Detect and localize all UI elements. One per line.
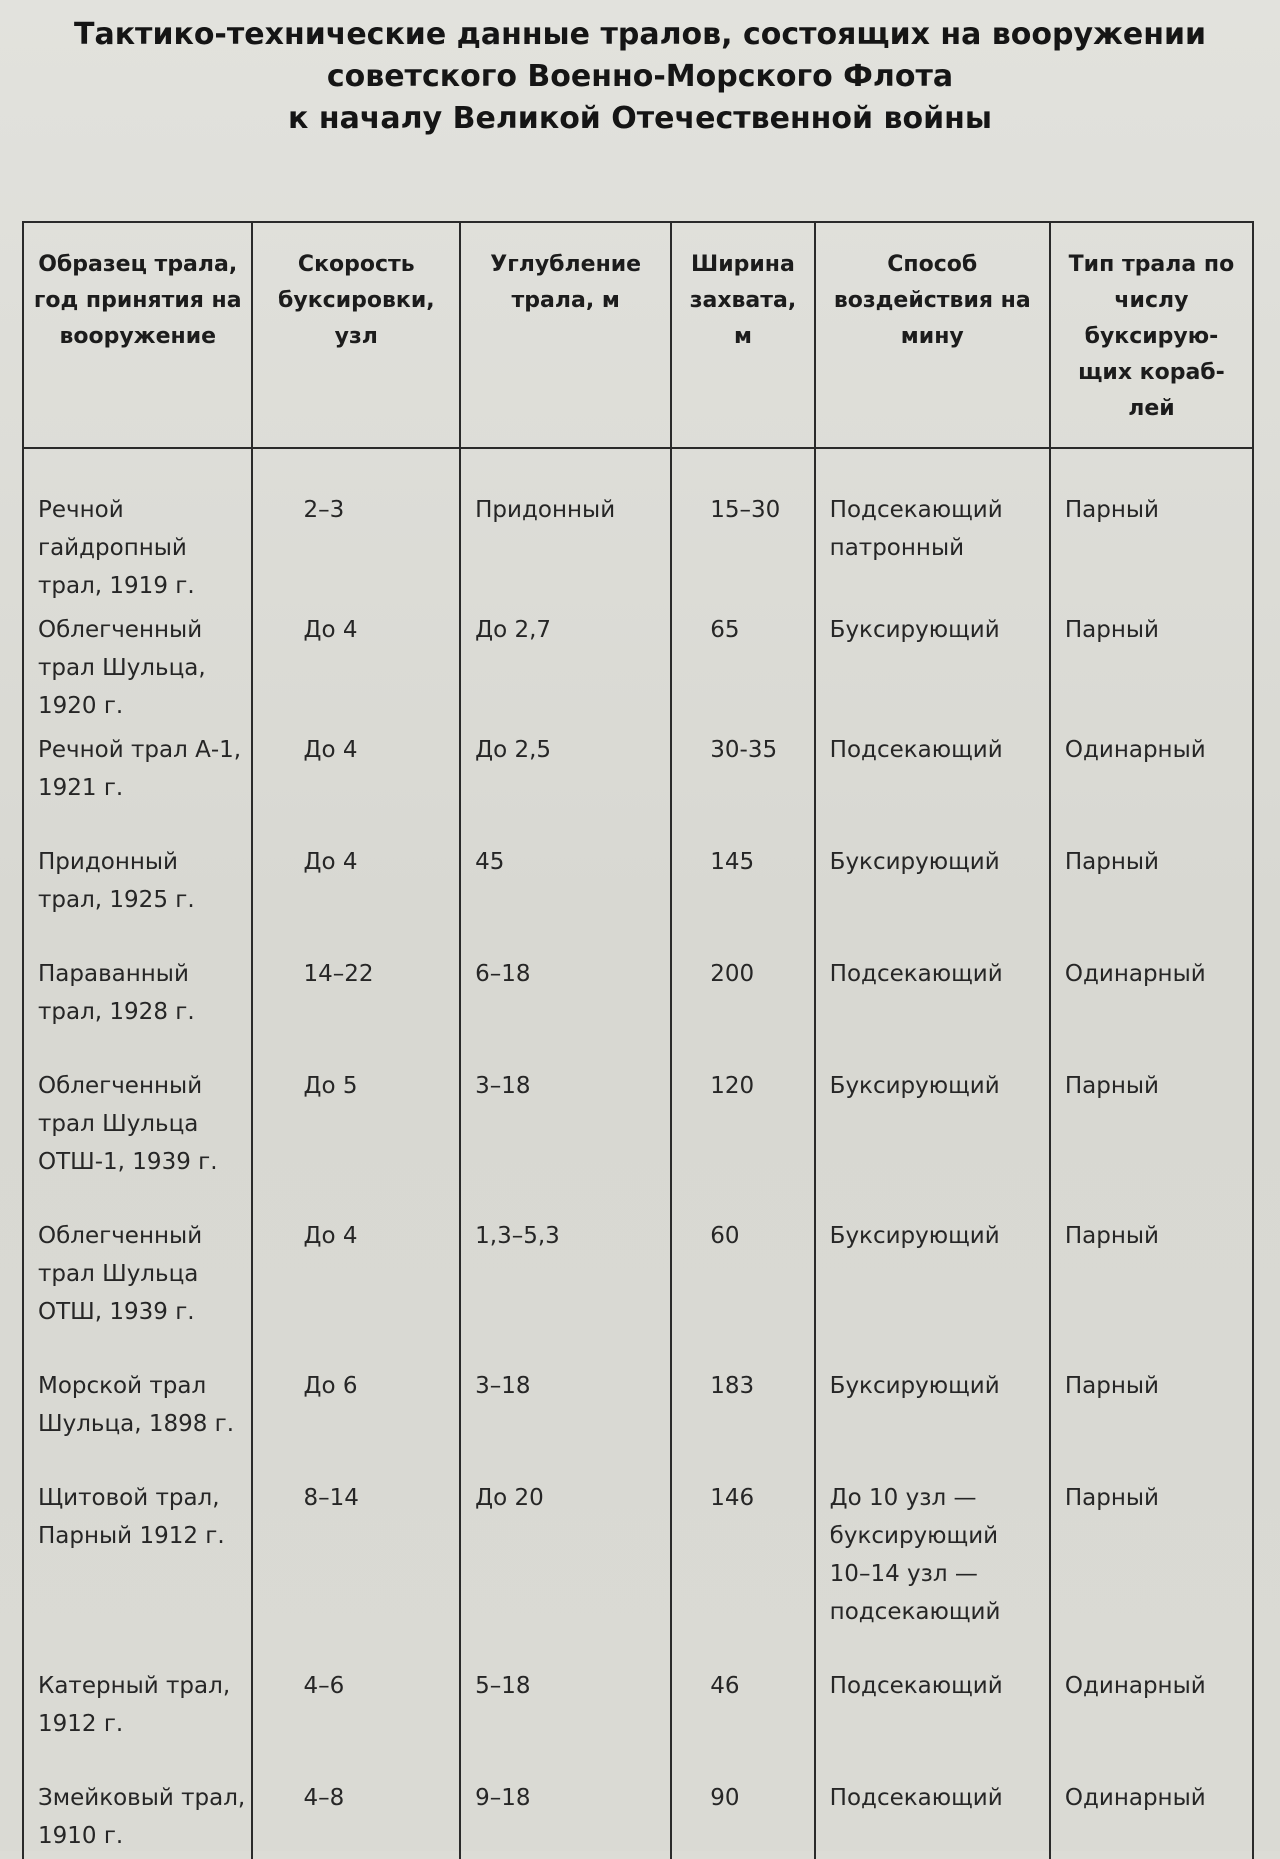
column-header: Ширина захвата, м <box>671 222 814 448</box>
table-cell: До 5 <box>252 1061 460 1211</box>
table-cell: 183 <box>671 1361 814 1473</box>
table-body <box>23 448 1253 1859</box>
table-cell: Буксирующий <box>815 1061 1050 1211</box>
table-row <box>23 1661 1253 1773</box>
column-header: Образец трала, год принятия на вооружение <box>23 222 252 448</box>
table-cell: 120 <box>671 1061 814 1211</box>
table-cell: Парный <box>1050 448 1253 605</box>
table-row <box>23 1473 1253 1661</box>
table-cell: Подсекающий <box>815 1661 1050 1773</box>
table-cell: Парный <box>1050 1061 1253 1211</box>
table-cell: 145 <box>671 837 814 949</box>
table-cell: Морской трал Шульца, 1898 г. <box>23 1361 252 1473</box>
table-cell: 4–8 <box>252 1773 460 1859</box>
table-cell: Парный <box>1050 605 1253 725</box>
table-cell: До 4 <box>252 1211 460 1361</box>
table-cell: 15–30 <box>671 448 814 605</box>
table-cell: 2–3 <box>252 448 460 605</box>
table-cell: До 2,7 <box>460 605 671 725</box>
table-cell: Речной гайдропный трал, 1919 г. <box>23 448 252 605</box>
page-title <box>40 14 1240 140</box>
table-cell: Щитовой трал, Парный 1912 г. <box>23 1473 252 1661</box>
table-cell: До 10 узл — буксирующий 10–14 узл — подсекающий <box>815 1473 1050 1661</box>
table-cell: Одинарный <box>1050 1773 1253 1859</box>
table-cell: 14–22 <box>252 949 460 1061</box>
table-row <box>23 725 1253 837</box>
table-cell: Облегченный трал Шульца ОТШ, 1939 г. <box>23 1211 252 1361</box>
table-cell: До 4 <box>252 837 460 949</box>
table-cell: Парный <box>1050 1361 1253 1473</box>
table-cell: 6–18 <box>460 949 671 1061</box>
table-cell: До 2,5 <box>460 725 671 837</box>
column-header: Способ воздействия на мину <box>815 222 1050 448</box>
table-cell: 30-35 <box>671 725 814 837</box>
table-cell: Параванный трал, 1928 г. <box>23 949 252 1061</box>
table-row <box>23 837 1253 949</box>
table-row <box>23 1211 1253 1361</box>
table-cell: 8–14 <box>252 1473 460 1661</box>
table-cell: 60 <box>671 1211 814 1361</box>
column-header: Тип трала по числу буксирую-щих кораб-лей <box>1050 222 1253 448</box>
table-cell: Подсекающий патронный <box>815 448 1050 605</box>
table-cell: Одинарный <box>1050 949 1253 1061</box>
table-cell: Парный <box>1050 1211 1253 1361</box>
table-cell: Придонный трал, 1925 г. <box>23 837 252 949</box>
table-cell: Облегченный трал Шульца ОТШ-1, 1939 г. <box>23 1061 252 1211</box>
table-cell: 146 <box>671 1473 814 1661</box>
table-cell: 3–18 <box>460 1361 671 1473</box>
table-cell: До 6 <box>252 1361 460 1473</box>
table-cell: Облегченный трал Шульца, 1920 г. <box>23 605 252 725</box>
table-cell: Парный <box>1050 1473 1253 1661</box>
table-cell: Буксирующий <box>815 1361 1050 1473</box>
table-cell: До 4 <box>252 605 460 725</box>
table-cell: 200 <box>671 949 814 1061</box>
table-cell: Подсекающий <box>815 725 1050 837</box>
table-cell: Парный <box>1050 837 1253 949</box>
table-cell: Подсекающий <box>815 1773 1050 1859</box>
table-row <box>23 949 1253 1061</box>
table-cell: Буксирующий <box>815 1211 1050 1361</box>
table-cell: Катерный трал, 1912 г. <box>23 1661 252 1773</box>
table-cell: Одинарный <box>1050 1661 1253 1773</box>
table-cell: До 20 <box>460 1473 671 1661</box>
table-cell: 4–6 <box>252 1661 460 1773</box>
table-cell: Речной трал А-1, 1921 г. <box>23 725 252 837</box>
table-cell: Придонный <box>460 448 671 605</box>
title-line-3: к началу Великой Отечественной войны <box>288 101 992 136</box>
table-header <box>23 222 1253 448</box>
table-cell: 45 <box>460 837 671 949</box>
header-row <box>23 222 1253 448</box>
table-cell: Буксирующий <box>815 837 1050 949</box>
trawl-specs-table <box>22 221 1254 1859</box>
table-cell: 90 <box>671 1773 814 1859</box>
table-row <box>23 605 1253 725</box>
title-line-1: Тактико-технические данные тралов, состоящих на вооружении <box>73 17 1207 52</box>
table-cell: Подсекающий <box>815 949 1050 1061</box>
table-row <box>23 1773 1253 1859</box>
table-row <box>23 1061 1253 1211</box>
table-row <box>23 448 1253 605</box>
table-cell: 3–18 <box>460 1061 671 1211</box>
table-cell: Одинарный <box>1050 725 1253 837</box>
column-header: Скорость буксировки, узл <box>252 222 460 448</box>
table-cell: 1,3–5,3 <box>460 1211 671 1361</box>
table-cell: 9–18 <box>460 1773 671 1859</box>
table-row <box>23 1361 1253 1473</box>
table-cell: Змейковый трал, 1910 г. <box>23 1773 252 1859</box>
table-cell: 65 <box>671 605 814 725</box>
title-line-2: советского Военно-Морского Флота <box>326 59 954 94</box>
table-cell: До 4 <box>252 725 460 837</box>
table-cell: 46 <box>671 1661 814 1773</box>
table-cell: Буксирующий <box>815 605 1050 725</box>
table-cell: 5–18 <box>460 1661 671 1773</box>
column-header: Углубление трала, м <box>460 222 671 448</box>
